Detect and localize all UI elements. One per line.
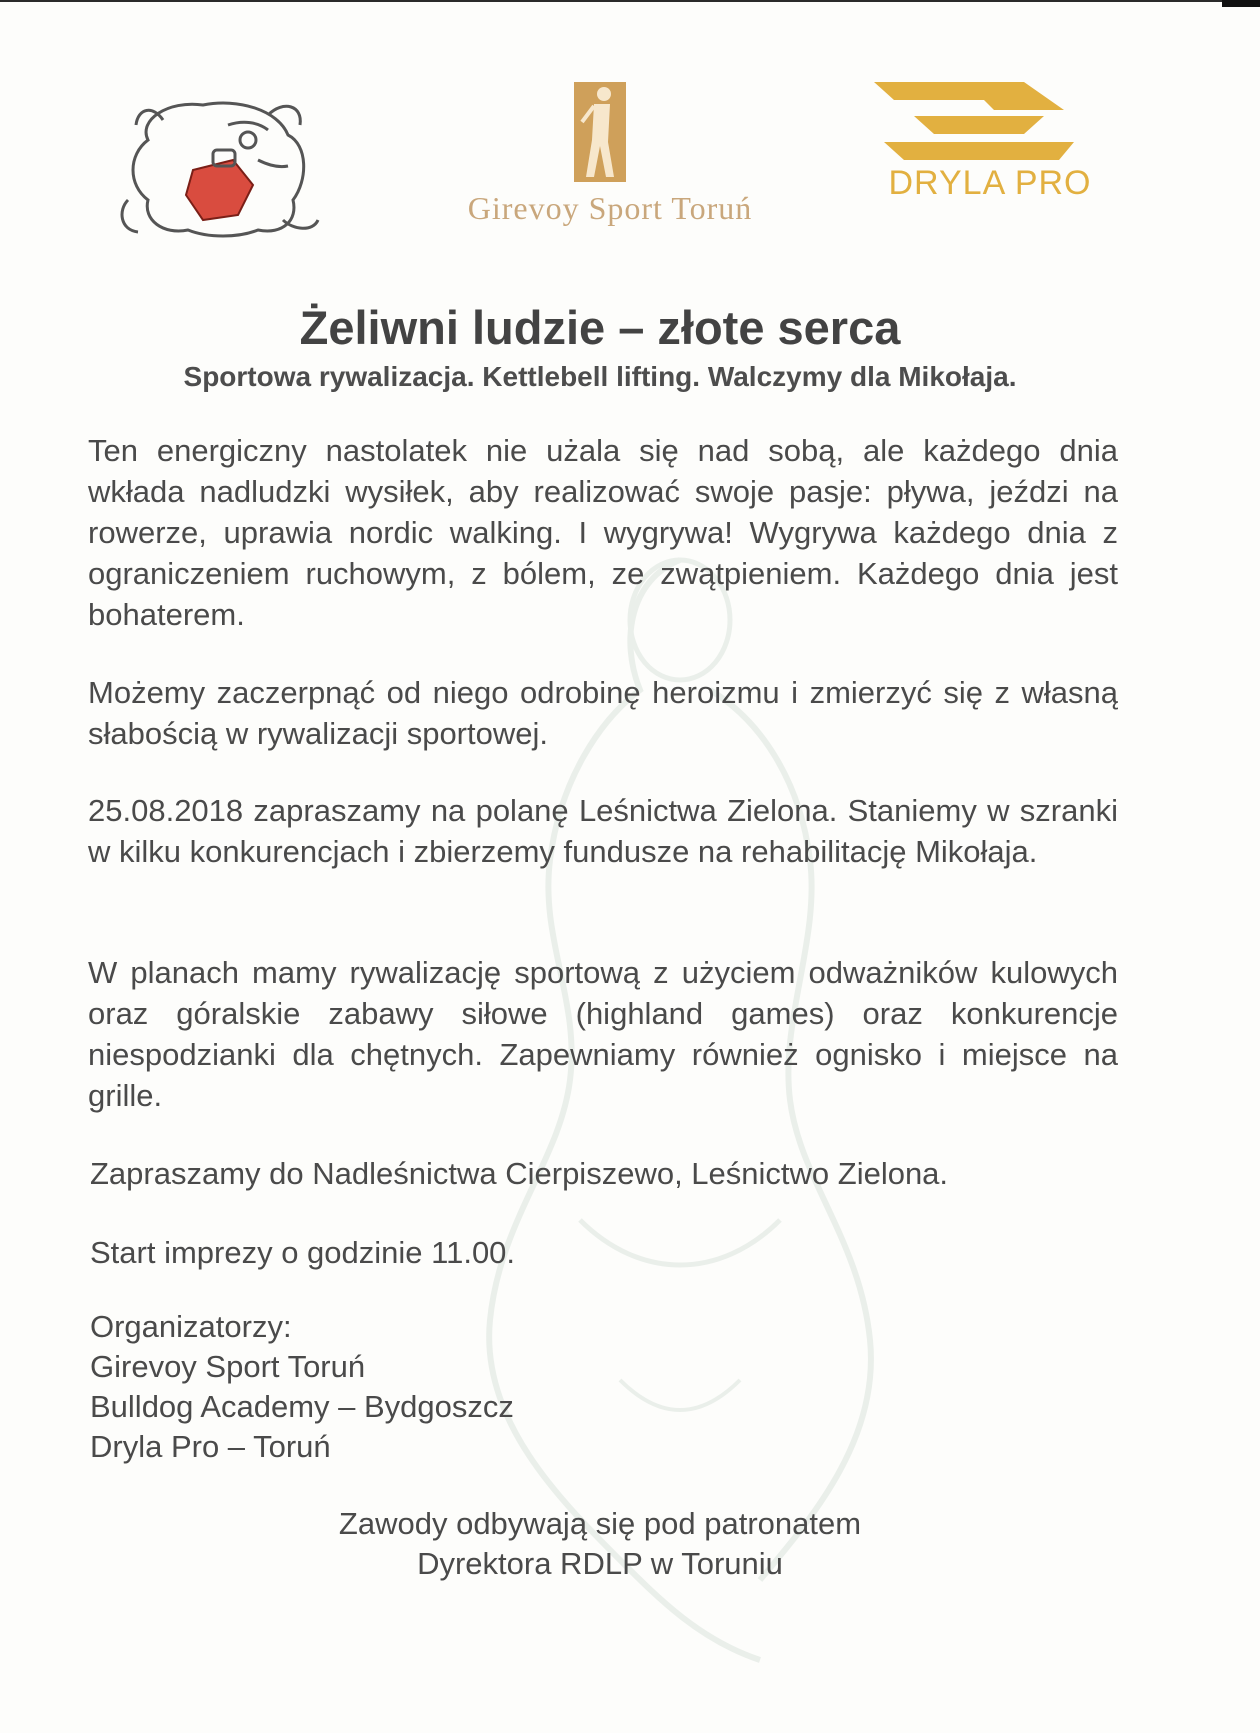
page-subtitle: Sportowa rywalizacja. Kettlebell lifting. Walczymy dla Mikołaja. xyxy=(183,361,1017,392)
girevoy-logo-text: Girevoy Sport Toruń xyxy=(467,190,753,226)
patronage-note xyxy=(0,1504,1200,1584)
bulldog-kettlebell-icon xyxy=(108,90,330,240)
dryla-logo-text: DRYLA PRO xyxy=(888,164,1092,202)
kettlebell-lifter-icon xyxy=(574,82,626,182)
organizer-item: Dryla Pro – Toruń xyxy=(90,1429,331,1464)
paragraph-plans: W planach mamy rywalizację sportową z użyciem odważników kulowych oraz góralskie zabawy siłowe (highland games) oraz konkurencje niespodzianki dla chętnych. Zapewniamy również ognisko i miejsce na grille. xyxy=(88,955,1118,1113)
organizer-item: Bulldog Academy – Bydgoszcz xyxy=(90,1389,514,1424)
organizer-item: Girevoy Sport Toruń xyxy=(90,1349,366,1384)
start-time-text: Start imprezy o godzinie 11.00. xyxy=(90,1235,516,1270)
dryla-pro-mark-icon xyxy=(874,82,1074,160)
dryla-pro-logo xyxy=(860,82,1120,212)
paragraph-intro: Ten energiczny nastolatek nie użala się nad sobą, ale każdego dnia wkłada nadludzki wysiłek, aby realizować swoje pasje: pływa, jeździ na rowerze, uprawia nordic walking. I wygrywa! Wygrywa każdego dnia z ograniczeniem ruchowym, z bólem, ze zwątpieniem. Każdego dnia jest bohaterem. xyxy=(88,433,1118,632)
scan-corner-mark xyxy=(1222,0,1260,7)
organizers-list xyxy=(90,1347,514,1467)
bulldog-academy-logo xyxy=(108,90,330,240)
organizers-label: Organizatorzy: xyxy=(90,1309,292,1344)
patronage-line: Zawody odbywają się pod patronatem xyxy=(338,1506,862,1541)
paragraph-event-date: 25.08.2018 zapraszamy na polanę Leśnictwa Zielona. Staniemy w szranki w kilku konkurencjach i zbierzemy fundusze na rehabilitację Mikołaja. xyxy=(88,793,1118,869)
paragraph-heroism: Możemy zaczerpnąć od niego odrobinę heroizmu i zmierzyć się z własną słabością w rywalizacji sportowej. xyxy=(88,675,1118,751)
girevoy-sport-logo xyxy=(420,82,800,242)
invite-text: Zapraszamy do Nadleśnictwa Cierpiszewo, Leśnictwo Zielona. xyxy=(90,1156,949,1191)
scan-border-line xyxy=(0,0,1230,2)
patronage-line: Dyrektora RDLP w Toruniu xyxy=(417,1546,783,1581)
page-title: Żeliwni ludzie – złote serca xyxy=(299,301,901,354)
